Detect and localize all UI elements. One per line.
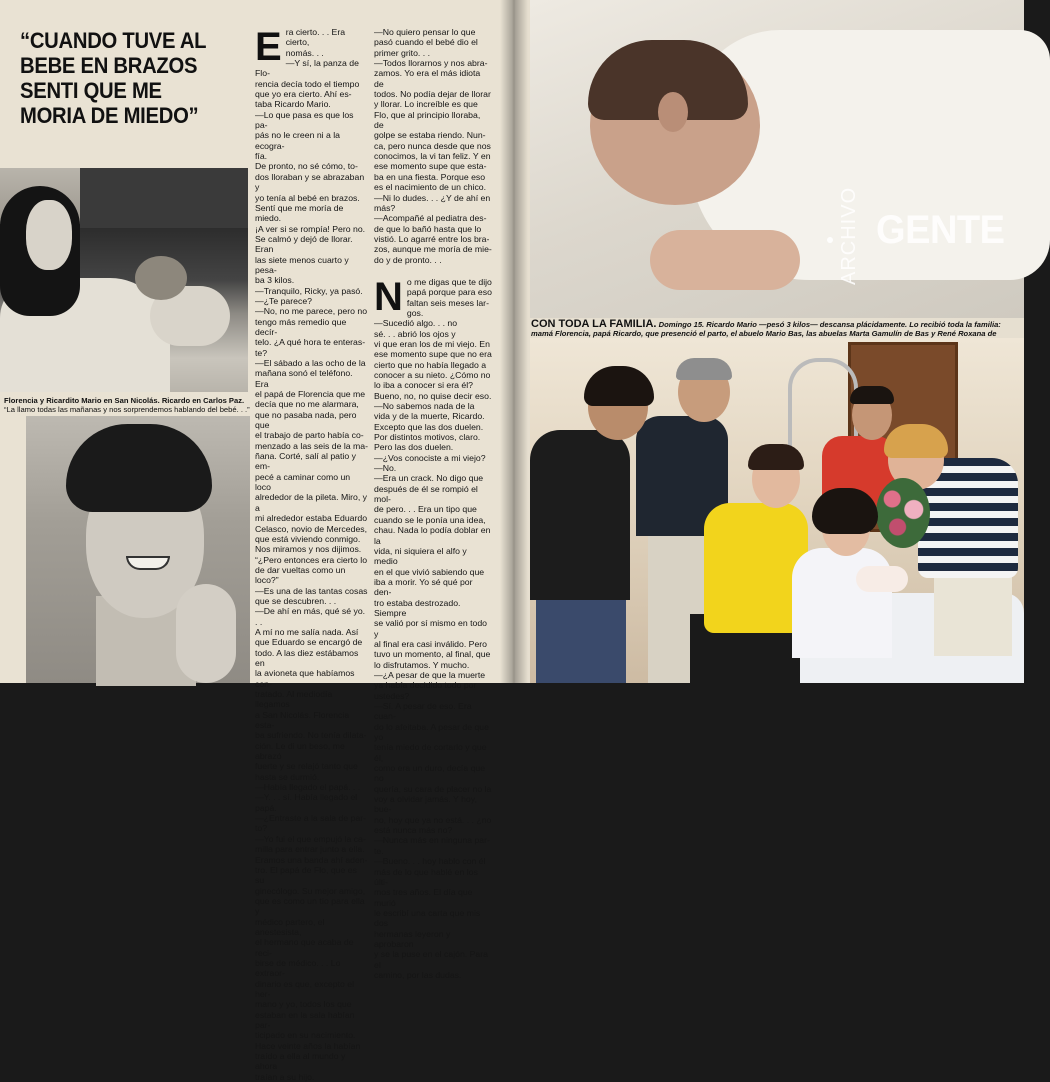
text-line: el trabajo de parto había co-: [255, 430, 364, 441]
text-line: —El sábado a las ocho de la: [255, 358, 366, 368]
text-line: mañana sonó el teléfono. Era: [255, 368, 353, 389]
text-line: ya había decidido todo por: [374, 680, 477, 691]
text-line: quería, su cara de placer no la: [374, 783, 492, 794]
text-line: fuerte y se relajó tanto que: [255, 761, 358, 772]
text-line: zamos. Yo era el más idiota de: [374, 68, 481, 89]
caption-left-text: “La llamo todas las mañanas y nos sorprendemos hablando del bebé. . .”: [4, 405, 250, 415]
text-line: zos, aunque me moría de mie-: [374, 244, 492, 255]
text-line: nomás. . .: [285, 47, 324, 58]
text-line: —No sabemos nada de la: [374, 401, 475, 412]
text-line: —Sucedió algo. . . no: [374, 318, 458, 329]
text-line: cuando se le ponía una idea,: [374, 514, 486, 525]
photo-family-group: [530, 338, 1024, 683]
dropcap-e: E: [255, 25, 282, 69]
text-line: Eramos una banda ahí aden-: [255, 854, 368, 865]
text-line: más de lo que hablé en los últi-: [374, 866, 478, 887]
text-line: que yo era cierto. Ahí es-: [255, 89, 352, 100]
text-line: Sentí que me moría de miedo.: [255, 202, 344, 224]
text-line: al final era casi inválido. Pero: [374, 638, 487, 649]
photo-mother-and-baby: [0, 168, 248, 392]
text-line: que es como un tío para ella y: [255, 895, 365, 917]
text-line: do y de pronto. . .: [374, 254, 442, 265]
text-line: tuvo un momento, al final, que: [374, 649, 491, 660]
text-line: taba Ricardo Mario.: [255, 99, 331, 110]
text-line: conocer a su nieto. ¿Cómo no: [374, 370, 491, 380]
text-line: papá porque para eso: [406, 287, 492, 298]
text-line: dos lloraban y se abrazaban y: [255, 171, 365, 193]
text-line: que Eduardo se encargó de: [255, 637, 363, 648]
text-line: le escribí una carta que mis dos: [374, 907, 481, 929]
text-line: traían a su hijo.: [255, 1071, 315, 1082]
text-line: a San Nicolás. Florencia esta-: [255, 709, 350, 731]
text-line: ustedes?: [374, 690, 410, 701]
text-line: que se descubren. . .: [255, 595, 337, 606]
text-line: —Y sí, la panza de Flo-: [255, 58, 359, 79]
text-line: —Ni lo dudes. . . ¿Y de ahí en: [374, 192, 491, 203]
text-line: primer grito. . .: [374, 47, 430, 58]
text-line: —Yo fui el que empujó la ca-: [255, 833, 366, 844]
text-line: —Nunca más en ninguna par-: [374, 835, 490, 846]
dropcap-n: N: [374, 274, 403, 319]
text-line: chau. Nada lo podía doblar en la: [374, 525, 491, 546]
text-line: tro estaba destrozado. Siempre: [374, 597, 461, 618]
text-line: ginecólogo. Su mejor amigo,: [255, 885, 366, 896]
text-line: las siete menos cuarto y pesa-: [255, 254, 349, 275]
text-line: ba en una fiesta. Porque eso: [374, 171, 486, 182]
text-line: ra cierto. . . Era cierto,: [285, 27, 346, 48]
text-line: loco?”: [255, 575, 279, 586]
text-line: sé. . . abrió los ojos y: [374, 328, 456, 339]
text-line: en el que vivió sabiendo que: [374, 566, 485, 577]
text-line: vida, ni siquiera el alfo y medio: [374, 545, 467, 567]
watermark-gente-logo: GENTE: [876, 208, 1005, 252]
text-line: —¿A pesar de que la muerte: [374, 669, 486, 680]
text-line: —Sí. A pesar de eso. Era cuan-: [374, 701, 472, 722]
text-line: ba 3 kilos.: [255, 275, 295, 286]
text-line: te?: [255, 347, 268, 358]
caption-right-title: CON TODA LA FAMILIA.: [531, 318, 657, 330]
text-line: o me digas que te dijo: [406, 276, 492, 287]
text-line: De pronto, no sé cómo, to-: [255, 161, 358, 172]
text-line: ca, pero nunca desde que nos: [374, 140, 491, 151]
text-line: Nos miramos y nos dijimos.: [255, 544, 362, 555]
text-line: “¿Pero entonces era cierto lo: [255, 554, 368, 565]
text-line: es el nacimiento de un chico.: [374, 182, 487, 193]
text-line: conocimos, la vi tan feliz. Y en: [374, 151, 491, 162]
text-line: —Bueno. . . hoy hablo con él: [374, 856, 486, 867]
text-line: mi alrededor estaba Eduardo: [255, 513, 368, 524]
photo-sleeping-baby: [530, 0, 1024, 318]
text-line: lo iba a conocer si era él?: [374, 380, 473, 391]
text-line: hasta se durmió.: [255, 771, 320, 782]
text-line: Se calmó y dejó de llorar. Eran: [255, 233, 353, 255]
text-line: pás no le creen ni a la ecogra-: [255, 130, 341, 151]
text-line: que está viviendo conmigo.: [255, 533, 361, 544]
watermark-dot: [827, 237, 833, 243]
text-line: ese momento supe que no era: [374, 349, 492, 360]
text-line: —No.: [374, 463, 397, 474]
text-line: ción. Le di un beso, me abrazó: [255, 740, 345, 762]
text-line: —Era un crack. No digo que: [374, 473, 484, 484]
text-line: —Lo que pasa es que los pa-: [255, 109, 354, 131]
text-line: Por distintos motivos, claro.: [374, 432, 481, 443]
text-line: —¿Entraste a la sala de par-: [255, 813, 367, 824]
text-line: telo. ¿A qué hora te enteras-: [255, 337, 366, 348]
text-line: tratado. Al mediodía llegamos: [255, 689, 333, 710]
text-line: tengo más remedio que decír-: [255, 316, 347, 337]
text-line: do lo afeitaba. A pesar de que yo: [374, 721, 489, 743]
text-line: tenía miedo de cortarlo y que él,: [374, 742, 487, 763]
text-line: está nunca más no?: [374, 825, 453, 836]
text-line: to?: [255, 823, 268, 834]
text-line: Hace veinte años la habían: [255, 1040, 361, 1051]
text-line: traído a ella al mundo y ahora: [255, 1051, 346, 1072]
text-line: —Acompañé al pediatra des-: [374, 213, 487, 224]
photo-caption-left: [4, 396, 250, 414]
text-line: vi que eran los de mi viejo. En: [374, 338, 490, 349]
text-line: pasó cuando el bebé dio el: [374, 37, 478, 48]
text-line: faltan seis meses lar-: [406, 297, 489, 308]
text-line: la avioneta que habíamos con-: [255, 668, 355, 689]
text-line: gos.: [406, 307, 424, 318]
text-line: tro. El papá de Flo, que es su: [255, 864, 357, 886]
text-line: de que lo bañó hasta que lo: [374, 223, 482, 234]
text-line: —Y. . . sí. Había llegado el: [255, 792, 358, 803]
text-line: papá.: [255, 802, 277, 813]
text-line: médico partero, el anestesista,: [255, 916, 325, 937]
text-line: ñana. Corté, salí al patio y em-: [255, 451, 356, 472]
caption-right-text: Domingo 15. Ricardo Mario —pesó 3 kilos— descansa plácidamente. Lo recibió toda la familia: mamá Florencia, papá Ricardo, que presenció el parto, el abuelo Mario Bas, las abuelas Marta Gamulín de Bas y René Roxana de: [531, 320, 1001, 339]
text-line: iba a morir. Yo sé qué por den-: [374, 576, 473, 598]
text-line: Bueno, no, no quise decir eso.: [374, 390, 492, 401]
text-line: ¡A ver si se rompía! Pero no.: [255, 223, 366, 234]
text-line: —¿Te parece?: [255, 295, 312, 306]
text-line: decía que no me alarmara,: [255, 399, 359, 410]
text-line: alrededor de la pileta. Miro, y a: [255, 492, 368, 513]
text-line: dinario es que, excepto el her-: [255, 978, 355, 999]
text-line: Pero las dos duelen.: [374, 442, 454, 453]
text-line: el papá de Florencia que me: [255, 389, 366, 400]
text-line: de pero. . . Era un tipo que: [374, 504, 477, 515]
text-line: mano y yo, todos los que: [255, 999, 352, 1010]
text-line: golpe se estaba riendo. Nun-: [374, 130, 486, 141]
text-line: rencia decía todo el tiempo: [255, 78, 360, 89]
text-line: camino, por las dudas.: [374, 969, 462, 980]
text-line: pecé a caminar como un loco: [255, 471, 351, 493]
text-line: —Tranquilo, Ricky, ya pasó.: [255, 285, 363, 296]
text-line: más?: [374, 202, 396, 213]
text-line: menzado a las seis de la ma-: [255, 440, 368, 451]
text-line: voy a olvidar jamás. Y hoy, bue-: [374, 794, 477, 815]
text-line: —Había llegado el papá. . .: [255, 782, 361, 793]
text-line: que no pasaba nada, pero que: [255, 409, 357, 431]
text-line: se valió por sí mismo en todo y: [374, 618, 487, 639]
text-column-1: [255, 27, 368, 1082]
text-line: Flo, que al principio lloraba, de: [374, 109, 481, 131]
text-line: Excepto que las dos duelen.: [374, 421, 484, 432]
article-headline: “CUANDO TUVE AL BEBE EN BRAZOS SENTI QUE ME MORIA DE MIEDO”: [20, 28, 206, 128]
text-line: Celasco, novio de Mercedes,: [255, 523, 368, 534]
text-line: —¿Vos conociste a mi viejo?: [374, 452, 486, 463]
text-line: de dar vueltas como un: [255, 564, 346, 575]
photo-ricardo-portrait: [26, 416, 250, 683]
text-line: hermanas leyeron y aprobaron: [374, 928, 451, 949]
left-page: [0, 0, 512, 1082]
text-line: como era un duro, decía que no: [374, 763, 486, 784]
text-line: milla para entrar junto a ella.: [255, 844, 365, 855]
text-line: el hermano que acaba de reci-: [255, 937, 354, 958]
text-line: —No, no me parece, pero no: [255, 306, 368, 317]
watermark-archivo: ARCHIVO: [838, 186, 860, 285]
text-line: —De ahí en más, qué sé yo. . .: [255, 606, 366, 627]
text-line: A mí no me salía nada. Así: [255, 626, 359, 637]
text-line: birse de médico. . . Lo extraor-: [255, 957, 341, 979]
text-line: lo disfrutamos. Y mucho.: [374, 659, 470, 670]
text-column-2: [374, 27, 492, 980]
text-line: no, hoy que ya no está. . . ¿no: [374, 814, 492, 825]
text-line: —Todos llorarnos y nos abra-: [374, 58, 488, 69]
text-line: yo tenía al bebé en brazos.: [255, 192, 360, 203]
text-line: cierto que no había llegado a: [374, 359, 487, 370]
text-line: vida y de la muerte, Ricardo.: [374, 411, 485, 422]
text-line: ese momento supe que esta-: [374, 161, 487, 172]
text-line: —No quiero pensar lo que: [374, 27, 476, 37]
text-line: después de él se rompió el mol-: [374, 483, 478, 505]
text-line: vistió. Lo agarré entre los bra-: [374, 233, 490, 244]
text-line: mos tres años. El día que murió: [374, 887, 473, 908]
text-line: y se la puse en el cajón. Para el: [374, 949, 488, 970]
text-line: fía.: [255, 151, 268, 162]
text-line: todos. No podía dejar de llorar: [374, 89, 491, 100]
text-line: estaban en la sala habían par-: [255, 1009, 355, 1030]
text-line: todo. A las diez estábamos en: [255, 647, 359, 668]
text-line: —Es una de las tantas cosas: [255, 585, 368, 596]
text-line: ba sufriendo. No tenía dilata-: [255, 730, 367, 741]
caption-left-bold: Florencia y Ricardito Mario en San Nicolás. Ricardo en Carlos Paz.: [4, 396, 245, 405]
text-line: ticipado en su nacimiento.: [255, 1030, 356, 1041]
text-line: te.: [374, 845, 384, 856]
text-line: y llorar. Lo increíble es que: [374, 99, 478, 110]
